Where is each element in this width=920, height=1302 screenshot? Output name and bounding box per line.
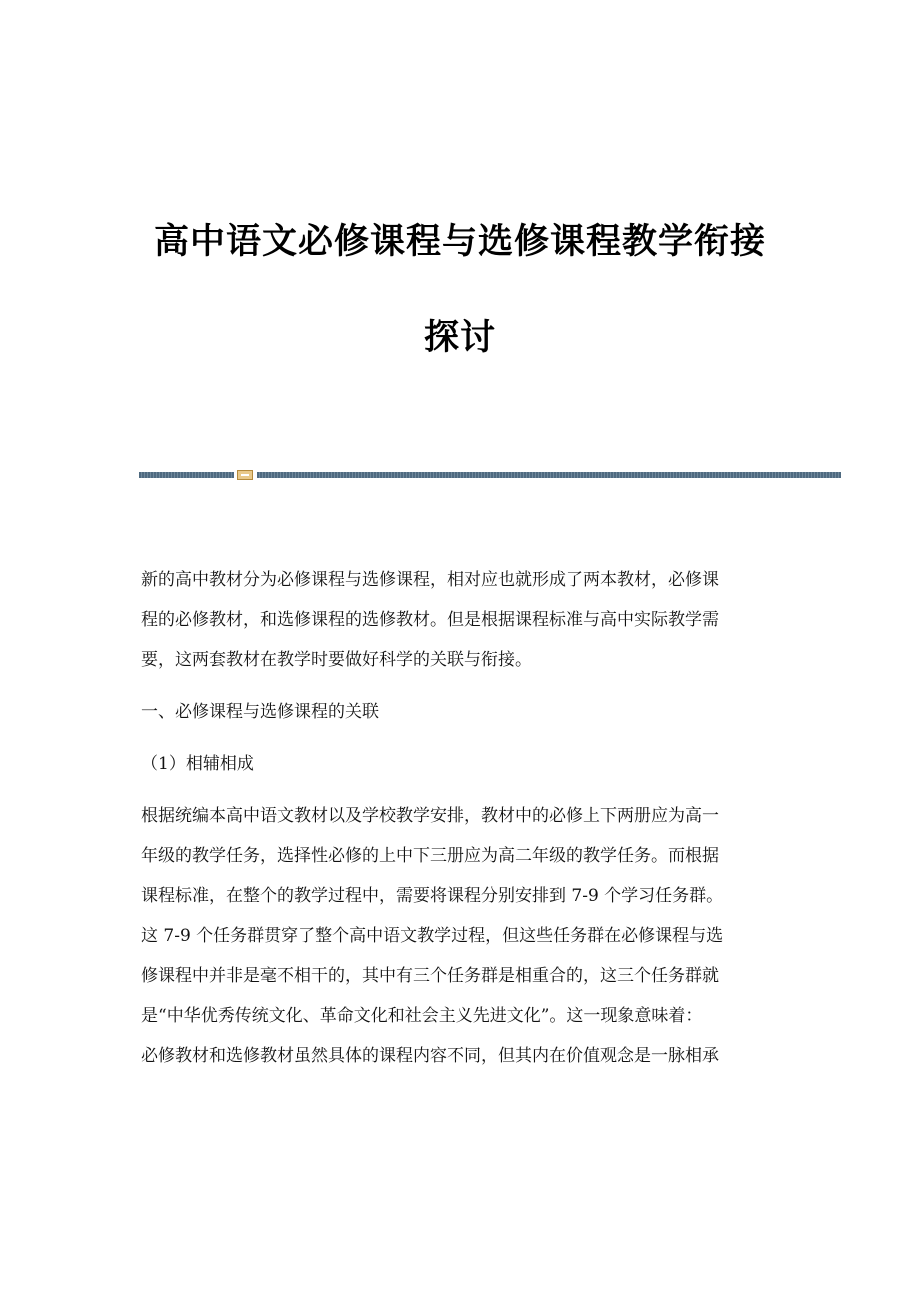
document-title-line-1: 高中语文必修课程与选修课程教学衔接 [153,222,766,262]
body-line-8: 修课程中并非是毫不相干的，其中有三个任务群是相重合的，这三个任务群就 [141,966,719,986]
section-heading-1: 一、必修课程与选修课程的关联 [141,702,379,722]
body-line-7: 这 7-9 个任务群贯穿了整个高中语文教学过程，但这些任务群在必修课程与选 [141,926,724,946]
divider-bar-left [139,472,234,478]
divider-bar-right [257,472,841,478]
body-line-4: 根据统编本高中语文教材以及学校教学安排，教材中的必修上下两册应为高一 [141,806,719,826]
document-title-line-2: 探讨 [423,318,496,358]
body-line-2: 程的必修教材，和选修课程的选修教材。但是根据课程标准与高中实际教学需 [141,610,719,630]
body-line-5: 年级的教学任务，选择性必修的上中下三册应为高二年级的教学任务。而根据 [141,846,719,866]
body-line-6: 课程标准，在整个的教学过程中，需要将课程分别安排到 7-9 个学习任务群。 [141,886,724,906]
body-line-3: 要，这两套教材在教学时要做好科学的关联与衔接。 [141,650,532,670]
body-line-10: 必修教材和选修教材虽然具体的课程内容不同，但其内在价值观念是一脉相承 [141,1046,719,1066]
body-line-1: 新的高中教材分为必修课程与选修课程，相对应也就形成了两本教材，必修课 [141,570,719,590]
subsection-heading-1: （1）相辅相成 [141,754,254,774]
document-body [141,560,781,1076]
title-divider [139,470,841,480]
body-line-9: 是“中华优秀传统文化、革命文化和社会主义先进文化”。这一现象意味着： [141,1006,703,1026]
divider-ornament-icon [237,470,253,480]
